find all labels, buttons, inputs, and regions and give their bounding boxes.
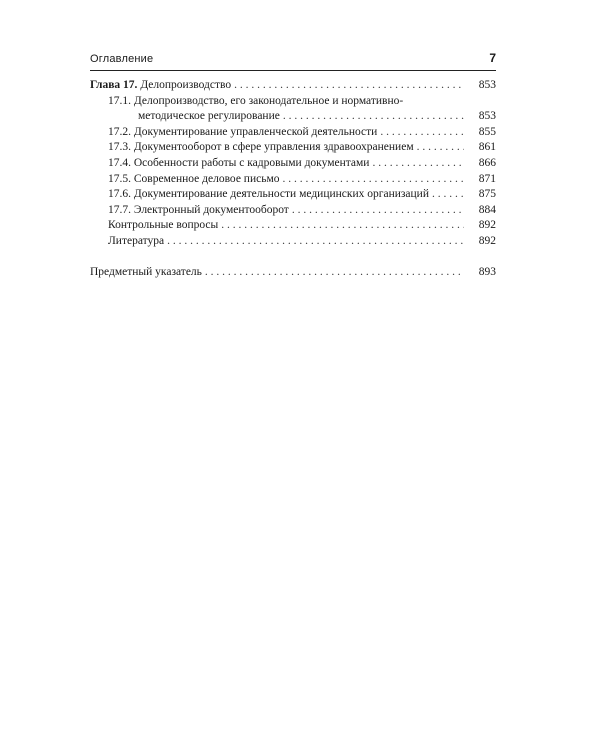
page-header (90, 50, 496, 71)
section-title-continuation (90, 109, 496, 125)
section-page: 884 (478, 203, 496, 216)
toc-section-17-2[interactable] (90, 125, 496, 141)
subject-index-title: Предметный указатель (90, 265, 202, 278)
section-title-line2: методическое регулирование (138, 110, 280, 123)
toc-chapter-17[interactable] (90, 78, 496, 94)
section-title (108, 140, 414, 156)
section-number: 17.3. (108, 141, 131, 154)
section-page: 871 (478, 172, 496, 185)
dot-leader (372, 156, 464, 172)
section-name: Современное деловое письмо (131, 172, 280, 185)
section-number: 17.5. (108, 172, 131, 185)
section-name: Электронный документооборот (131, 203, 289, 216)
section-title (108, 172, 280, 188)
toc-subject-index[interactable] (90, 265, 496, 281)
page-number: 7 (489, 51, 496, 65)
section-title (108, 203, 289, 219)
toc-section-17-6[interactable] (90, 187, 496, 203)
running-head-title: Оглавление (90, 53, 154, 65)
toc-section-17-5[interactable] (90, 172, 496, 188)
toc-section-17-4[interactable] (90, 156, 496, 172)
chapter-title (90, 78, 231, 94)
section-title: Делопроизводство, его законодательное и нормативно- (131, 94, 404, 107)
dot-leader (234, 78, 464, 94)
dot-leader (283, 172, 465, 188)
review-questions-title: Контрольные вопросы (108, 219, 219, 232)
toc-section-17-3[interactable] (90, 140, 496, 156)
section-name: Документирование деятельности медицинских организаций (131, 188, 429, 201)
section-page: 855 (478, 125, 496, 138)
section-title (108, 156, 369, 172)
section-name: Документооборот в сфере управления здравоохранением (131, 141, 414, 154)
section-page: 866 (478, 156, 496, 169)
literature-page: 892 (478, 234, 496, 247)
section-page: 853 (478, 110, 496, 123)
toc-review-questions[interactable] (90, 218, 496, 234)
section-title (108, 125, 377, 141)
dot-leader (292, 203, 464, 219)
section-name: Особенности работы с кадровыми документами (131, 156, 370, 169)
literature-title: Литература (108, 234, 165, 247)
toc-section-17-7[interactable] (90, 203, 496, 219)
chapter-name: Делопроизводство (137, 79, 232, 91)
section-number: 17.1. (108, 94, 131, 107)
section-number: 17.4. (108, 156, 131, 169)
dot-leader (221, 218, 464, 234)
section-number: 17.2. (108, 125, 131, 138)
toc-section-17-1[interactable] (90, 94, 496, 125)
section-page: 861 (478, 141, 496, 154)
review-questions-page: 892 (478, 219, 496, 232)
spacer (90, 250, 496, 265)
chapter-label: Глава 17. (90, 79, 138, 91)
toc-literature[interactable] (90, 234, 496, 250)
subject-index-page: 893 (478, 265, 496, 278)
table-of-contents (90, 78, 496, 280)
chapter-page: 853 (478, 79, 496, 91)
section-page: 875 (478, 188, 496, 201)
dot-leader (167, 234, 464, 250)
dot-leader (380, 125, 464, 141)
dot-leader (283, 109, 464, 125)
section-name: Документирование управленческой деятельности (131, 125, 378, 138)
dot-leader (432, 187, 464, 203)
section-number: 17.7. (108, 203, 131, 216)
section-number: 17.6. (108, 188, 131, 201)
section-title (108, 187, 429, 203)
section-title-line (90, 94, 496, 110)
dot-leader (205, 265, 464, 281)
dot-leader (417, 140, 464, 156)
